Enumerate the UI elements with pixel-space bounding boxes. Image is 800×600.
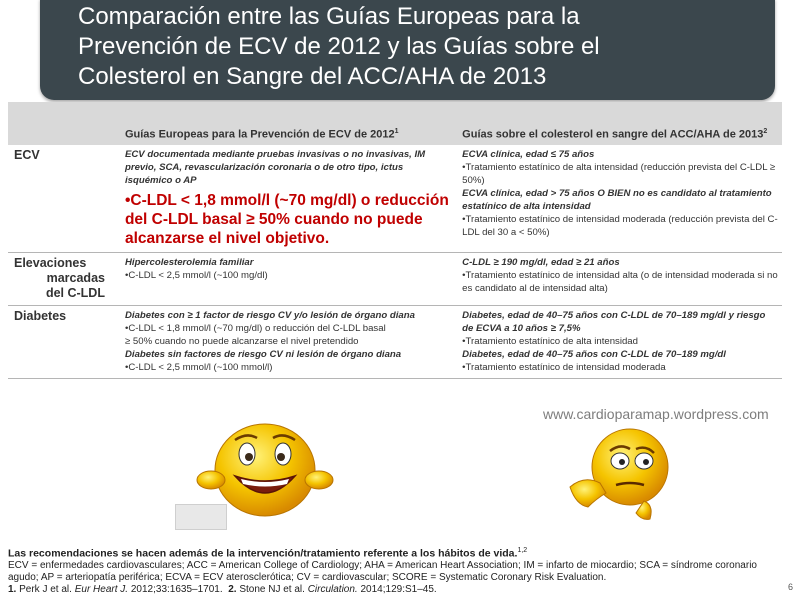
elev-us-heading: C-LDL ≥ 190 mg/dl, edad ≥ 21 años	[462, 257, 620, 268]
row-label-elev-line-1: Elevaciones	[14, 256, 87, 270]
footer-lead-sup: 1,2	[517, 547, 528, 554]
row-label-diabetes: Diabetes	[8, 306, 119, 379]
ecv-us-bullet-2: •Tratamiento estatínico de intensidad moderada (reducción prevista del C-LDL del 30 a < 50%)	[462, 214, 778, 238]
header-acc-aha-sup: 2	[763, 128, 768, 136]
ref2-authors: Stone NJ et al.	[239, 584, 305, 596]
table-row-ecv	[8, 145, 782, 253]
website-url[interactable]: www.cardioparamap.wordpress.com	[543, 406, 769, 422]
ecv-eu-target: •C-LDL < 1,8 mmol/l (~70 mg/dl) o reducción del C-LDL basal ≥ 50% cuando no puede alcanzarse el nivel objetivo.	[124, 192, 449, 247]
cell-diab-european	[119, 306, 456, 379]
page-number: 6	[788, 582, 794, 592]
cell-ecv-european	[119, 145, 456, 253]
comparison-table	[8, 102, 782, 379]
book-cover-icon	[175, 504, 227, 530]
header-european-sup: 1	[394, 128, 399, 136]
ref2-citation: 2014;129:S1–45.	[360, 584, 437, 596]
skeptical-smiley-icon	[562, 425, 672, 525]
header-european-guidelines	[119, 102, 456, 145]
table-header-row	[8, 102, 782, 145]
cell-elev-european	[119, 253, 456, 306]
footer-references	[8, 584, 778, 596]
diab-us-bullet-1: •Tratamiento estatínico de alta intensidad	[462, 336, 638, 347]
table-row-elevaciones	[8, 253, 782, 306]
ref2-number: 2.	[228, 584, 237, 596]
ref1-journal: Eur Heart J.	[74, 584, 129, 596]
title-banner	[40, 0, 775, 100]
diab-eu-heading-2: Diabetes sin factores de riesgo CV ni lesión de órgano diana	[124, 349, 402, 360]
ecv-us-heading-1: ECVA clínica, edad ≤ 75 años	[462, 149, 595, 160]
title-line-3: Colesterol en Sangre del ACC/AHA de 2013	[78, 63, 547, 90]
header-european-text: Guías Europeas para la Prevención de ECV de 2012	[124, 129, 395, 141]
ref2-journal: Circulation.	[307, 584, 358, 596]
ecv-eu-criteria: ECV documentada mediante pruebas invasivas o no invasivas, IM previo, SCA, revascularización coronaria o de otro tipo, ictus isquémico o AP	[124, 149, 426, 186]
title-line-2: Prevención de ECV de 2012 y las Guías sobre el	[78, 33, 600, 60]
diab-eu-bullet-1a: •C-LDL < 1,8 mmol/l (~70 mg/dl) o reducción del C-LDL basal	[124, 323, 386, 334]
header-acc-aha-text: Guías sobre el colesterol en sangre del ACC/AHA de 2013	[462, 129, 764, 141]
elev-eu-bullet: •C-LDL < 2,5 mmol/l (~100 mg/dl)	[124, 270, 268, 281]
row-label-ecv: ECV	[8, 145, 119, 253]
ref1-authors: Perk J et al.	[19, 584, 72, 596]
row-label-elev-line-2: marcadas	[46, 271, 105, 285]
diab-eu-heading-1: Diabetes con ≥ 1 factor de riesgo CV y/o lesión de órgano diana	[124, 310, 415, 321]
title-line-1: Comparación entre las Guías Europeas para la	[78, 3, 580, 30]
diab-eu-bullet-1b: ≥ 50% cuando no puede alcanzarse el nivel pretendido	[124, 336, 359, 347]
header-acc-aha-guidelines	[456, 102, 782, 145]
ecv-us-heading-2: ECVA clínica, edad > 75 años O BIEN no es candidato al tratamiento estatínico de alta intensidad	[462, 188, 772, 212]
cell-diab-acc-aha	[456, 306, 782, 379]
row-label-elev-line-3: del C-LDL	[45, 286, 105, 300]
cell-ecv-acc-aha	[456, 145, 782, 253]
footer-notes	[8, 545, 778, 596]
footer-lead	[8, 545, 778, 560]
diab-us-heading-1: Diabetes, edad de 40–75 años con C-LDL de 70–189 mg/dl y riesgo de ECVA a 10 años ≥ 7,5%	[462, 310, 766, 334]
footer-lead-text: Las recomendaciones se hacen además de la intervención/tratamiento referente a los hábitos de vida.	[8, 547, 518, 560]
slide-title	[78, 2, 600, 92]
elev-eu-heading: Hipercolesterolemia familiar	[124, 257, 254, 268]
table-row-diabetes	[8, 306, 782, 379]
elev-us-bullet: •Tratamiento estatínico de intensidad alta (o de intensidad moderada si no es candidato al de intensidad alta)	[462, 270, 778, 294]
footer-abbreviations: ECV = enfermedades cardiovasculares; ACC = American College of Cardiology; AHA = American Heart Association; IM = infarto de miocardio; SCA = síndrome coronario agudo; AP = arteriopatía periférica; ECVA = ECV aterosclerótica; CV = cardiovascular; SCORE = Systematic Coronary Risk Evaluation.	[8, 560, 757, 584]
row-label-elevaciones	[8, 253, 119, 306]
diab-us-bullet-2: •Tratamiento estatínico de intensidad moderada	[462, 362, 666, 373]
ecv-us-bullet-1: •Tratamiento estatínico de alta intensidad (reducción prevista del C-LDL ≥ 50%)	[462, 162, 776, 186]
diab-eu-bullet-2: •C-LDL < 2,5 mmol/l (~100 mmol/l)	[124, 362, 273, 373]
diab-us-heading-2: Diabetes, edad de 40–75 años con C-LDL de 70–189 mg/dl	[462, 349, 726, 360]
cell-elev-acc-aha	[456, 253, 782, 306]
header-empty-cell	[8, 102, 119, 145]
ref1-citation: 2012;33:1635–1701.	[130, 584, 223, 596]
ref1-number: 1.	[8, 584, 17, 596]
